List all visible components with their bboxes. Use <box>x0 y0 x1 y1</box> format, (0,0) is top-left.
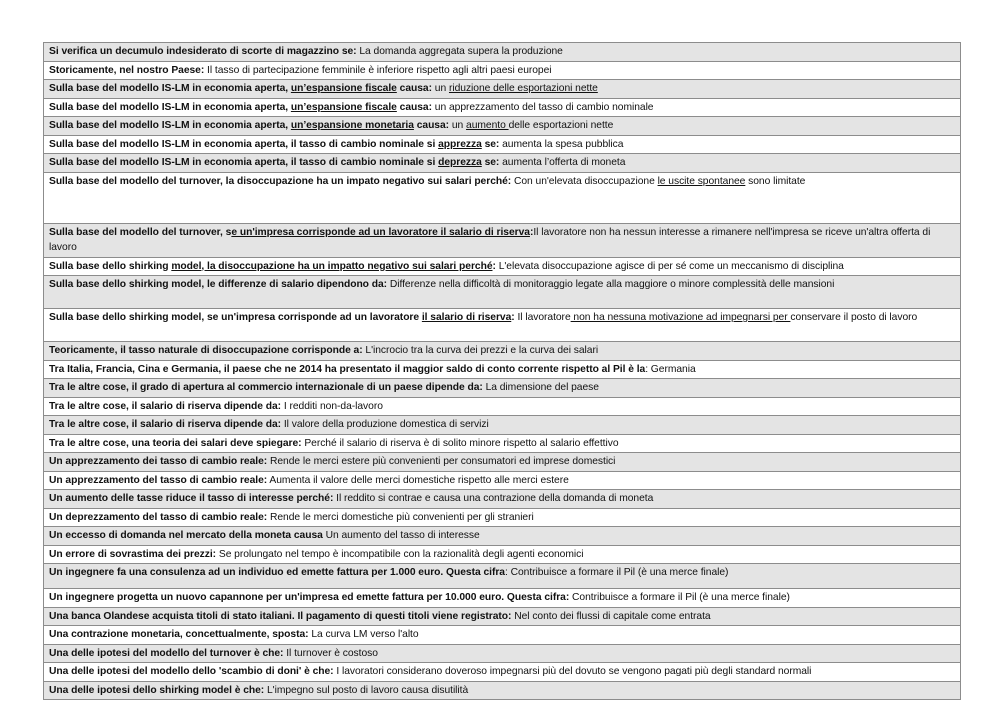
answer-text: aumento <box>466 120 509 131</box>
question-text: Una contrazione monetaria, concettualmente, sposta: <box>49 629 309 640</box>
question-text: il salario di riserva <box>421 312 512 323</box>
table-cell <box>44 626 961 645</box>
question-text: Un apprezzamento del tasso di cambio reale: <box>49 474 268 486</box>
table-cell <box>44 379 961 398</box>
table-row <box>44 626 961 645</box>
answer-text: Rende le merci domestiche più convenienti per gli stranieri <box>267 511 534 523</box>
question-text: Un aumento delle tasse riduce il tasso di interesse perché: <box>49 493 334 504</box>
question-text: : <box>529 226 534 238</box>
question-text: Si verifica un decumulo indesiderato di scorte di magazzino se: <box>49 46 357 57</box>
table-row <box>44 379 961 398</box>
answer-text: un <box>449 120 467 131</box>
answer-text: aumenta l’offerta di moneta <box>499 157 626 168</box>
answer-text: Il turnover è costoso <box>283 647 378 659</box>
qa-table <box>43 42 961 700</box>
question-text: Una delle ipotesi dello shirking model è che: <box>49 684 265 696</box>
question-text: Un ingegnere progetta un nuovo capannone per un'impresa ed emette fattura per 10.000 euro. Questa cifra: <box>49 592 570 603</box>
answer-text: I redditi non-da-lavoro <box>281 400 383 412</box>
table-row <box>44 663 961 682</box>
table-cell <box>44 663 961 682</box>
table-row <box>44 397 961 416</box>
answer-text: Il lavoratore non ha nessun interesse a rimanere nell'impresa se riceve un'altra offerta di lavoro <box>49 226 931 253</box>
table-cell <box>44 154 961 173</box>
answer-text: un <box>431 83 449 94</box>
question-text: Sulla base del modello del turnover, la disoccupazione ha un impato negativo sui salari perché: <box>49 175 512 187</box>
table-cell <box>44 342 961 361</box>
answer-text: sono limitate <box>745 175 806 187</box>
table-row <box>44 135 961 154</box>
table-cell <box>44 681 961 700</box>
answer-text: I lavoratori considerano doveroso impegnarsi più del dovuto se vengono pagati più degli standard normali <box>333 666 812 677</box>
question-text: Un ingegnere fa una consulenza ad un individuo ed emette fattura per 1.000 euro. Questa cifra <box>49 567 505 578</box>
question-text: Sulla base dello shirking model, le differenze di salario dipendono da: <box>49 279 388 290</box>
table-row <box>44 257 961 276</box>
table-row <box>44 644 961 663</box>
question-text: Sulla base del modello IS-LM in economia aperta, il tasso di cambio nominale si <box>49 138 439 150</box>
table-row <box>44 360 961 379</box>
table-cell <box>44 257 961 276</box>
table-row <box>44 43 961 62</box>
answer-text: Aumenta il valore delle merci domestiche rispetto alle merci estere <box>267 474 569 486</box>
table-row <box>44 589 961 608</box>
answer-text: un apprezzamento del tasso di cambio nominale <box>431 101 654 113</box>
table-cell <box>44 360 961 379</box>
question-text: Sulla base del modello IS-LM in economia aperta, <box>49 120 291 131</box>
table-cell <box>44 490 961 509</box>
question-text: se: <box>481 157 500 168</box>
table-cell <box>44 135 961 154</box>
question-text: un’espansione fiscale <box>290 101 397 113</box>
answer-text: La domanda aggregata supera la produzione <box>356 46 563 57</box>
answer-text: Rende le merci estere più convenienti per consumatori ed imprese domestici <box>267 456 616 467</box>
answer-text: conservare il posto di lavoro <box>790 312 918 323</box>
question-text: Tra le altre cose, il grado di apertura al commercio internazionale di un paese dipende da: <box>49 382 483 393</box>
table-row <box>44 416 961 435</box>
table-cell <box>44 309 961 342</box>
question-text: deprezza <box>438 157 482 168</box>
question-text: un’espansione monetaria <box>290 120 414 131</box>
question-text: : <box>511 312 515 323</box>
answer-text: : Contribuisce a formare il Pil (è una merce finale) <box>504 567 729 578</box>
question-text: Tra le altre cose, una teoria dei salari deve spiegare: <box>49 437 302 449</box>
table-row <box>44 607 961 626</box>
table-cell <box>44 434 961 453</box>
answer-text: Il tasso di partecipazione femminile è inferiore rispetto agli altri paesi europei <box>204 64 552 76</box>
table-row <box>44 80 961 99</box>
answer-text: L'incrocio tra la curva dei prezzi e la curva dei salari <box>362 345 599 356</box>
answer-text: le uscite spontanee <box>657 175 746 187</box>
question-text: apprezza <box>438 138 482 150</box>
table-row <box>44 223 961 257</box>
question-text: Storicamente, nel nostro Paese: <box>49 64 205 76</box>
table-row <box>44 490 961 509</box>
question-text: se: <box>481 138 500 150</box>
table-cell <box>44 43 961 62</box>
answer-text: L'impegno sul posto di lavoro causa disutilità <box>264 684 469 696</box>
table-cell <box>44 117 961 136</box>
table-cell <box>44 644 961 663</box>
table-cell <box>44 589 961 608</box>
question-text: Sulla base del modello IS-LM in economia aperta, <box>49 101 291 113</box>
question-text: causa: <box>396 83 432 94</box>
table-row <box>44 172 961 223</box>
question-text: Sulla base del modello IS-LM in economia aperta, il tasso di cambio nominale si <box>49 157 439 168</box>
table-row <box>44 61 961 80</box>
question-text: Un apprezzamento dei tasso di cambio reale: <box>49 456 268 467</box>
question-text: Sulla base del modello IS-LM in economia aperta, <box>49 83 291 94</box>
table-row <box>44 681 961 700</box>
table-row <box>44 98 961 117</box>
table-cell <box>44 527 961 546</box>
answer-text: Perché il salario di riserva è di solito minore rispetto al salario effettivo <box>301 437 619 449</box>
question-text: Tra le altre cose, il salario di riserva dipende da: <box>49 419 282 430</box>
question-text: Tra Italia, Francia, Cina e Germania, il paese che ne 2014 ha presentato il maggior saldo di conto corrente rispetto al Pil è la <box>49 363 646 375</box>
table-cell <box>44 564 961 589</box>
table-row <box>44 564 961 589</box>
question-text: causa: <box>413 120 450 131</box>
answer-text: Se prolungato nel tempo è incompatibile con la razionalità degli agenti economici <box>216 548 584 560</box>
table-cell <box>44 508 961 527</box>
table-cell <box>44 223 961 257</box>
table-cell <box>44 98 961 117</box>
answer-text: Nel conto dei flussi di capitale come entrata <box>511 610 711 622</box>
table-cell <box>44 545 961 564</box>
question-text: e un'impresa corrisponde ad un lavoratore il salario di riserva <box>231 226 530 238</box>
qa-table-body <box>44 43 961 700</box>
question-text: Una delle ipotesi del modello dello 'scambio di doni' è che: <box>49 666 334 677</box>
table-row <box>44 154 961 173</box>
question-text: Un errore di sovrastima dei prezzi: <box>49 548 217 560</box>
question-text: Sulla base dello shirking <box>49 260 172 272</box>
answer-text: La curva LM verso l'alto <box>308 629 419 640</box>
table-row <box>44 471 961 490</box>
table-cell <box>44 61 961 80</box>
answer-text: Contribuisce a formare il Pil (è una merce finale) <box>569 592 790 603</box>
table-cell <box>44 276 961 309</box>
question-text: Sulla base del modello del turnover, s <box>49 226 232 238</box>
question-text: causa: <box>396 101 432 113</box>
question-text: Una delle ipotesi del modello del turnover è che: <box>49 647 284 659</box>
question-text: : <box>492 260 496 272</box>
answer-text: Un aumento del tasso di interesse <box>322 530 480 541</box>
table-row <box>44 276 961 309</box>
answer-text: aumenta la spesa pubblica <box>499 138 624 150</box>
question-text: model, la disoccupazione ha un impatto negativo sui salari perché <box>171 260 493 272</box>
table-cell <box>44 453 961 472</box>
answer-text: La dimensione del paese <box>482 382 599 393</box>
table-cell <box>44 80 961 99</box>
answer-text: L'elevata disoccupazione agisce di per sé come un meccanismo di disciplina <box>495 260 844 272</box>
answer-text: : Germania <box>645 363 696 375</box>
question-text: Un deprezzamento del tasso di cambio reale: <box>49 511 268 523</box>
table-row <box>44 545 961 564</box>
question-text: Sulla base dello shirking model, se un'impresa corrisponde ad un lavoratore <box>49 312 422 323</box>
answer-text: Il valore della produzione domestica di servizi <box>281 419 489 430</box>
table-row <box>44 527 961 546</box>
question-text: Tra le altre cose, il salario di riserva dipende da: <box>49 400 282 412</box>
answer-text: Differenze nella difficoltà di monitoraggio legate alla maggiore o minore complessità delle mansioni <box>387 279 835 290</box>
table-row <box>44 342 961 361</box>
table-row <box>44 434 961 453</box>
question-text: un’espansione fiscale <box>290 83 397 94</box>
question-text: Una banca Olandese acquista titoli di stato italiani. Il pagamento di questi titoli viene registrato: <box>49 610 512 622</box>
answer-text: delle esportazioni nette <box>508 120 614 131</box>
table-cell <box>44 607 961 626</box>
answer-text: riduzione delle esportazioni nette <box>448 83 598 94</box>
question-text: Teoricamente, il tasso naturale di disoccupazione corrisponde a: <box>49 345 363 356</box>
table-row <box>44 117 961 136</box>
table-row <box>44 309 961 342</box>
table-cell <box>44 172 961 223</box>
table-cell <box>44 471 961 490</box>
answer-text: Con un'elevata disoccupazione <box>511 175 658 187</box>
answer-text: non ha nessuna motivazione ad impegnarsi per <box>570 312 791 323</box>
table-cell <box>44 397 961 416</box>
table-row <box>44 453 961 472</box>
table-row <box>44 508 961 527</box>
answer-text: Il lavoratore <box>514 312 571 323</box>
answer-text: Il reddito si contrae e causa una contrazione della domanda di moneta <box>333 493 654 504</box>
question-text: Un eccesso di domanda nel mercato della moneta causa <box>49 530 323 541</box>
document-page <box>43 42 961 700</box>
table-cell <box>44 416 961 435</box>
